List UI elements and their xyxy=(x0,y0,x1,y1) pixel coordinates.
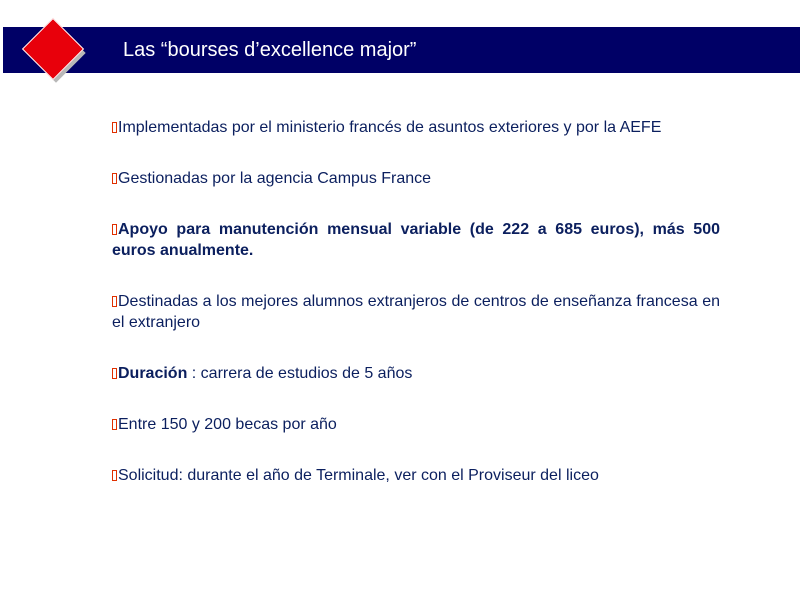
bullet-box-icon xyxy=(112,419,117,430)
bullet-box-icon xyxy=(112,296,117,307)
bullet-box-icon xyxy=(112,122,117,133)
item-text: Destinadas a los mejores alumnos extranjeros de centros de enseñanza francesa en el extranjero xyxy=(112,293,720,331)
list-item xyxy=(112,291,720,333)
bullet-list xyxy=(112,117,720,516)
item-strong-text: Apoyo para manutención mensual variable (de 222 a 685 euros), más 500 euros anualmente. xyxy=(112,221,720,259)
list-item xyxy=(112,117,720,138)
list-item xyxy=(112,219,720,261)
bullet-box-icon xyxy=(112,368,117,379)
item-text: : carrera de estudios de 5 años xyxy=(187,365,413,382)
item-text: Solicitud: durante el año de Terminale, ver con el Proviseur del liceo xyxy=(118,467,599,484)
list-item xyxy=(112,465,720,486)
bullet-box-icon xyxy=(112,173,117,184)
item-text: Gestionadas por la agencia Campus France xyxy=(118,170,432,187)
list-item xyxy=(112,168,720,189)
slide-title: Las “bourses d’excellence major” xyxy=(123,39,417,61)
item-text: Implementadas por el ministerio francés de asuntos exteriores y por la AEFE xyxy=(118,119,662,136)
bullet-box-icon xyxy=(112,470,117,481)
bullet-box-icon xyxy=(112,224,117,235)
item-text: Entre 150 y 200 becas por año xyxy=(118,416,337,433)
item-strong-text: Duración xyxy=(118,365,188,382)
list-item xyxy=(112,414,720,435)
list-item xyxy=(112,363,720,384)
